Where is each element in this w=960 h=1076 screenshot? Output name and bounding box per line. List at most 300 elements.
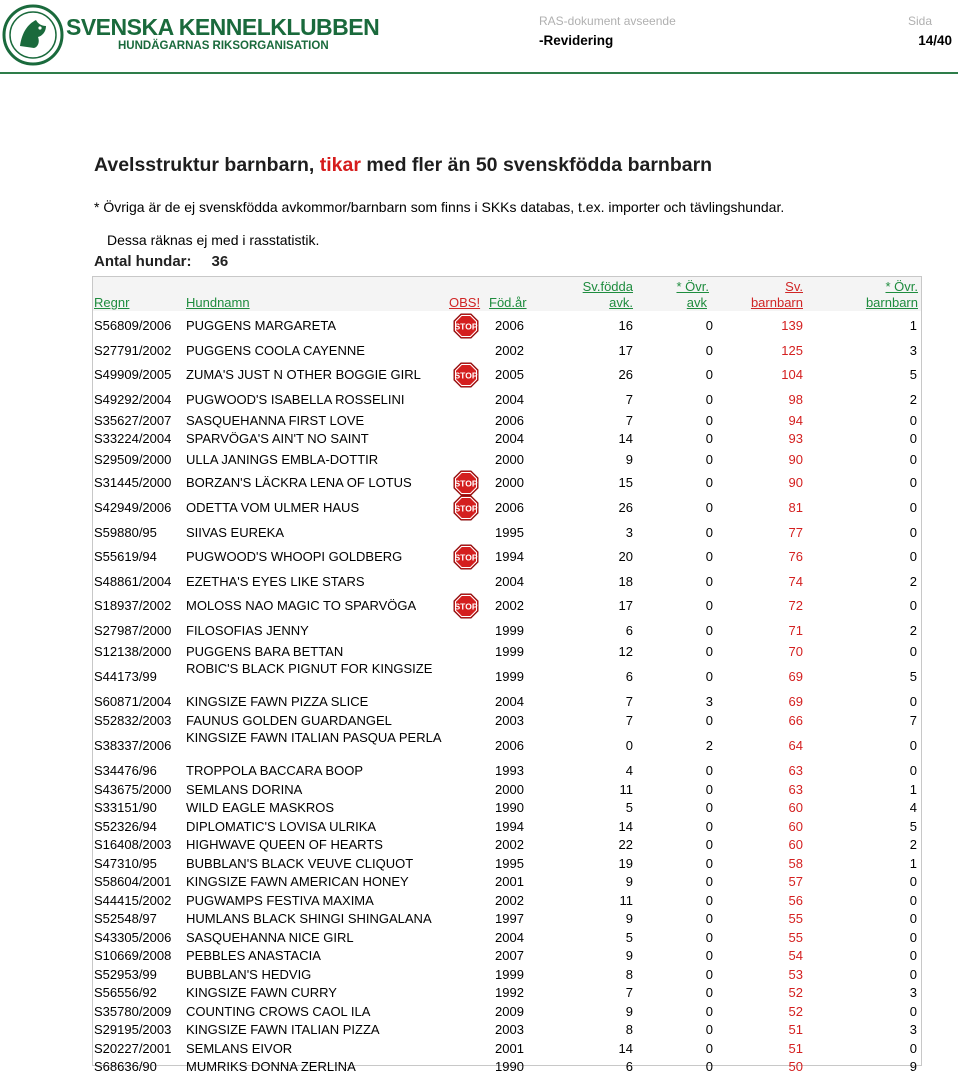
cell-regnr: S12138/2000: [94, 644, 171, 659]
cell-svfodda-avk: 17: [619, 343, 633, 358]
cell-fodar: 2006: [495, 738, 524, 753]
table-row: [93, 313, 921, 338]
cell-sv-barnbarn: 90: [789, 475, 803, 490]
cell-sv-barnbarn: 66: [789, 713, 803, 728]
cell-sv-barnbarn: 93: [789, 431, 803, 446]
cell-ovr-barnbarn: 1: [910, 856, 917, 871]
table-row: [93, 387, 921, 411]
cell-sv-barnbarn: 50: [789, 1059, 803, 1074]
cell-svfodda-avk: 18: [619, 574, 633, 589]
cell-ovr-avk: 0: [706, 318, 713, 333]
table-row: [93, 618, 921, 642]
cell-ovr-avk: 2: [706, 738, 713, 753]
table-row: [93, 661, 921, 693]
cell-ovr-barnbarn: 0: [910, 525, 917, 540]
svg-text:STOP: STOP: [455, 552, 478, 562]
cell-regnr: S33224/2004: [94, 431, 171, 446]
cell-ovr-barnbarn: 0: [910, 948, 917, 963]
title-text-start: Avelsstruktur barnbarn,: [94, 154, 320, 176]
cell-hundnamn: DIPLOMATIC'S LOVISA ULRIKA: [186, 819, 452, 834]
cell-hundnamn: BUBBLAN'S HEDVIG: [186, 967, 452, 982]
table-row: [93, 1058, 921, 1076]
cell-sv-barnbarn: 51: [789, 1022, 803, 1037]
table-row: [93, 836, 921, 855]
col-svfodda-l2[interactable]: avk.: [609, 295, 633, 310]
cell-hundnamn: SASQUEHANNA NICE GIRL: [186, 930, 452, 945]
table-row: [93, 711, 921, 730]
cell-ovr-barnbarn: 2: [910, 574, 917, 589]
cell-ovr-avk: 0: [706, 1059, 713, 1074]
cell-fodar: 1990: [495, 800, 524, 815]
cell-sv-barnbarn: 58: [789, 856, 803, 871]
cell-regnr: S55619/94: [94, 549, 157, 564]
cell-hundnamn: PUGWOOD'S WHOOPI GOLDBERG: [186, 549, 452, 564]
cell-fodar: 2006: [495, 413, 524, 428]
cell-svfodda-avk: 9: [626, 1004, 633, 1019]
document-revision: -Revidering: [539, 33, 613, 48]
cell-fodar: 1990: [495, 1059, 524, 1074]
cell-fodar: 1997: [495, 911, 524, 926]
cell-hundnamn: SEMLANS DORINA: [186, 782, 452, 797]
cell-ovr-avk: 0: [706, 475, 713, 490]
cell-ovr-barnbarn: 3: [910, 343, 917, 358]
cell-ovr-avk: 0: [706, 500, 713, 515]
cell-regnr: S43305/2006: [94, 930, 171, 945]
table-row: [93, 470, 921, 495]
table-row: [93, 569, 921, 593]
cell-sv-barnbarn: 69: [789, 694, 803, 709]
cell-sv-barnbarn: 74: [789, 574, 803, 589]
barnbarn-table: [92, 276, 922, 1066]
col-ovr-barnbarn-l1[interactable]: * Övr.: [885, 279, 918, 294]
cell-regnr: S29195/2003: [94, 1022, 171, 1037]
cell-fodar: 2004: [495, 694, 524, 709]
cell-sv-barnbarn: 139: [781, 318, 803, 333]
cell-svfodda-avk: 0: [626, 738, 633, 753]
cell-regnr: S16408/2003: [94, 837, 171, 852]
cell-hundnamn: PUGGENS BARA BETTAN: [186, 644, 452, 659]
table-row: [93, 965, 921, 984]
cell-ovr-avk: 0: [706, 431, 713, 446]
cell-ovr-avk: 0: [706, 574, 713, 589]
cell-regnr: S48861/2004: [94, 574, 171, 589]
cell-sv-barnbarn: 98: [789, 392, 803, 407]
dog-count-value: 36: [212, 253, 229, 270]
cell-ovr-avk: 0: [706, 874, 713, 889]
cell-ovr-avk: 0: [706, 893, 713, 908]
cell-fodar: 1992: [495, 985, 524, 1000]
cell-svfodda-avk: 8: [626, 1022, 633, 1037]
header-divider: [0, 72, 958, 74]
cell-ovr-barnbarn: 0: [910, 475, 917, 490]
cell-ovr-avk: 0: [706, 837, 713, 852]
table-row: [93, 984, 921, 1003]
cell-regnr: S27791/2002: [94, 343, 171, 358]
cell-sv-barnbarn: 56: [789, 893, 803, 908]
svg-text:STOP: STOP: [455, 601, 478, 611]
cell-svfodda-avk: 9: [626, 874, 633, 889]
cell-svfodda-avk: 5: [626, 800, 633, 815]
table-row: [93, 928, 921, 947]
cell-hundnamn: FAUNUS GOLDEN GUARDANGEL: [186, 713, 452, 728]
footnote-subtext: Dessa räknas ej med i rasstatistik.: [107, 232, 319, 248]
cell-ovr-avk: 0: [706, 669, 713, 684]
table-row: [93, 854, 921, 873]
cell-ovr-barnbarn: 2: [910, 392, 917, 407]
cell-ovr-avk: 0: [706, 598, 713, 613]
cell-regnr: S43675/2000: [94, 782, 171, 797]
cell-regnr: S34476/96: [94, 763, 157, 778]
cell-fodar: 2004: [495, 431, 524, 446]
cell-hundnamn: SPARVÖGA'S AIN'T NO SAINT: [186, 431, 452, 446]
stop-sign-icon: [453, 544, 479, 570]
table-header: [93, 277, 921, 311]
cell-ovr-avk: 0: [706, 782, 713, 797]
table-row: [93, 448, 921, 470]
table-row: [93, 593, 921, 618]
table-row: [93, 642, 921, 661]
cell-fodar: 2009: [495, 1004, 524, 1019]
cell-fodar: 1999: [495, 644, 524, 659]
col-svfodda-l1[interactable]: Sv.födda: [583, 279, 633, 294]
cell-regnr: S31445/2000: [94, 475, 171, 490]
cell-svfodda-avk: 7: [626, 713, 633, 728]
cell-ovr-barnbarn: 4: [910, 800, 917, 815]
cell-svfodda-avk: 16: [619, 318, 633, 333]
cell-svfodda-avk: 6: [626, 1059, 633, 1074]
cell-ovr-barnbarn: 0: [910, 930, 917, 945]
cell-svfodda-avk: 15: [619, 475, 633, 490]
cell-regnr: S33151/90: [94, 800, 157, 815]
cell-svfodda-avk: 11: [620, 782, 634, 797]
cell-hundnamn: COUNTING CROWS CAOL ILA: [186, 1004, 452, 1019]
cell-fodar: 1999: [495, 669, 524, 684]
page-title: [94, 154, 712, 177]
cell-sv-barnbarn: 51: [789, 1041, 803, 1056]
cell-hundnamn: TROPPOLA BACCARA BOOP: [186, 763, 452, 778]
table-row: [93, 910, 921, 929]
cell-ovr-barnbarn: 0: [910, 694, 917, 709]
cell-sv-barnbarn: 81: [789, 500, 803, 515]
cell-ovr-avk: 0: [706, 800, 713, 815]
cell-regnr: S35627/2007: [94, 413, 171, 428]
cell-fodar: 2001: [495, 1041, 524, 1056]
cell-ovr-barnbarn: 7: [910, 713, 917, 728]
cell-hundnamn: KINGSIZE FAWN ITALIAN PIZZA: [186, 1022, 452, 1037]
cell-sv-barnbarn: 64: [789, 738, 803, 753]
cell-regnr: S68636/90: [94, 1059, 157, 1074]
cell-ovr-avk: 0: [706, 623, 713, 638]
cell-svfodda-avk: 4: [626, 763, 633, 778]
cell-fodar: 1999: [495, 623, 524, 638]
cell-svfodda-avk: 14: [619, 819, 633, 834]
cell-ovr-avk: 0: [706, 525, 713, 540]
cell-regnr: S44173/99: [94, 669, 157, 684]
dog-count-label: Antal hundar:: [94, 253, 192, 270]
cell-regnr: S44415/2002: [94, 893, 171, 908]
cell-ovr-avk: 0: [706, 967, 713, 982]
page-number: 14/40: [918, 33, 952, 48]
cell-hundnamn: FILOSOFIAS JENNY: [186, 623, 452, 638]
cell-hundnamn: PUGGENS MARGARETA: [186, 318, 452, 333]
document-label: RAS-dokument avseende: [539, 14, 676, 28]
cell-svfodda-avk: 6: [626, 669, 633, 684]
cell-fodar: 2004: [495, 392, 524, 407]
cell-svfodda-avk: 19: [619, 856, 633, 871]
page-header: [0, 0, 960, 76]
cell-hundnamn: KINGSIZE FAWN ITALIAN PASQUA PERLA: [186, 730, 452, 745]
cell-ovr-barnbarn: 0: [910, 431, 917, 446]
cell-hundnamn: BORZAN'S LÄCKRA LENA OF LOTUS: [186, 475, 452, 490]
table-row: [93, 411, 921, 430]
cell-sv-barnbarn: 63: [789, 763, 803, 778]
cell-svfodda-avk: 7: [626, 392, 633, 407]
table-row: [93, 1002, 921, 1021]
cell-sv-barnbarn: 60: [789, 819, 803, 834]
cell-fodar: 2002: [495, 343, 524, 358]
cell-fodar: 2003: [495, 713, 524, 728]
cell-regnr: S10669/2008: [94, 948, 171, 963]
cell-svfodda-avk: 26: [619, 367, 633, 382]
table-row: [93, 780, 921, 799]
svg-text:STOP: STOP: [455, 478, 478, 488]
cell-svfodda-avk: 12: [619, 644, 633, 659]
cell-svfodda-avk: 3: [626, 525, 633, 540]
cell-hundnamn: EZETHA'S EYES LIKE STARS: [186, 574, 452, 589]
cell-ovr-avk: 0: [706, 343, 713, 358]
table-row: [93, 338, 921, 362]
cell-fodar: 2006: [495, 500, 524, 515]
cell-sv-barnbarn: 90: [789, 452, 803, 467]
cell-svfodda-avk: 14: [619, 1041, 633, 1056]
cell-sv-barnbarn: 54: [789, 948, 803, 963]
cell-fodar: 2004: [495, 574, 524, 589]
stop-sign-icon: [453, 593, 479, 619]
cell-ovr-barnbarn: 0: [910, 452, 917, 467]
cell-fodar: 2002: [495, 893, 524, 908]
cell-svfodda-avk: 8: [626, 967, 633, 982]
cell-fodar: 2005: [495, 367, 524, 382]
cell-ovr-barnbarn: 0: [910, 1041, 917, 1056]
cell-sv-barnbarn: 125: [781, 343, 803, 358]
cell-sv-barnbarn: 52: [789, 1004, 803, 1019]
table-row: [93, 495, 921, 520]
cell-hundnamn: KINGSIZE FAWN CURRY: [186, 985, 452, 1000]
cell-sv-barnbarn: 70: [789, 644, 803, 659]
cell-hundnamn: KINGSIZE FAWN PIZZA SLICE: [186, 694, 452, 709]
cell-fodar: 2007: [495, 948, 524, 963]
cell-ovr-avk: 0: [706, 911, 713, 926]
cell-fodar: 1999: [495, 967, 524, 982]
cell-ovr-barnbarn: 0: [910, 598, 917, 613]
cell-svfodda-avk: 9: [626, 452, 633, 467]
table-row: [93, 730, 921, 762]
cell-sv-barnbarn: 63: [789, 782, 803, 797]
cell-sv-barnbarn: 69: [789, 669, 803, 684]
col-sv-barnbarn-l1[interactable]: Sv.: [785, 279, 803, 294]
page-label: Sida: [908, 14, 932, 28]
cell-ovr-barnbarn: 0: [910, 500, 917, 515]
cell-hundnamn: ULLA JANINGS EMBLA-DOTTIR: [186, 452, 452, 467]
cell-svfodda-avk: 22: [619, 837, 633, 852]
cell-svfodda-avk: 5: [626, 930, 633, 945]
cell-hundnamn: HIGHWAVE QUEEN OF HEARTS: [186, 837, 452, 852]
cell-sv-barnbarn: 57: [789, 874, 803, 889]
stop-sign-icon: [453, 470, 479, 496]
cell-ovr-avk: 0: [706, 1004, 713, 1019]
cell-svfodda-avk: 9: [626, 911, 633, 926]
cell-regnr: S52953/99: [94, 967, 157, 982]
cell-hundnamn: PEBBLES ANASTACIA: [186, 948, 452, 963]
cell-hundnamn: MUMRIKS DONNA ZERLINA: [186, 1059, 452, 1074]
cell-ovr-avk: 0: [706, 1041, 713, 1056]
cell-ovr-barnbarn: 3: [910, 985, 917, 1000]
table-row: [93, 1039, 921, 1058]
cell-ovr-barnbarn: 0: [910, 644, 917, 659]
cell-fodar: 2000: [495, 782, 524, 797]
cell-hundnamn: SEMLANS EIVOR: [186, 1041, 452, 1056]
table-row: [93, 520, 921, 544]
cell-regnr: S35780/2009: [94, 1004, 171, 1019]
cell-hundnamn: MOLOSS NAO MAGIC TO SPARVÖGA: [186, 598, 452, 613]
cell-ovr-barnbarn: 2: [910, 623, 917, 638]
cell-svfodda-avk: 7: [626, 985, 633, 1000]
cell-svfodda-avk: 6: [626, 623, 633, 638]
svg-text:STOP: STOP: [455, 503, 478, 513]
cell-ovr-avk: 0: [706, 948, 713, 963]
cell-sv-barnbarn: 53: [789, 967, 803, 982]
cell-regnr: S20227/2001: [94, 1041, 171, 1056]
cell-ovr-barnbarn: 0: [910, 1004, 917, 1019]
cell-ovr-avk: 0: [706, 392, 713, 407]
cell-ovr-barnbarn: 0: [910, 549, 917, 564]
cell-regnr: S42949/2006: [94, 500, 171, 515]
cell-svfodda-avk: 17: [619, 598, 633, 613]
cell-svfodda-avk: 20: [619, 549, 633, 564]
cell-sv-barnbarn: 72: [789, 598, 803, 613]
cell-fodar: 2004: [495, 930, 524, 945]
cell-svfodda-avk: 11: [620, 893, 634, 908]
cell-sv-barnbarn: 60: [789, 800, 803, 815]
cell-sv-barnbarn: 104: [781, 367, 803, 382]
table-row: [93, 544, 921, 569]
cell-fodar: 1995: [495, 525, 524, 540]
table-row: [93, 430, 921, 449]
cell-ovr-avk: 0: [706, 763, 713, 778]
cell-hundnamn: SIIVAS EUREKA: [186, 525, 452, 540]
cell-ovr-barnbarn: 0: [910, 967, 917, 982]
cell-regnr: S52326/94: [94, 819, 157, 834]
cell-ovr-avk: 0: [706, 985, 713, 1000]
cell-regnr: S18937/2002: [94, 598, 171, 613]
cell-hundnamn: ZUMA'S JUST N OTHER BOGGIE GIRL: [186, 367, 452, 382]
table-row: [93, 799, 921, 818]
cell-regnr: S56556/92: [94, 985, 157, 1000]
table-row: [93, 817, 921, 836]
cell-fodar: 2006: [495, 318, 524, 333]
cell-hundnamn: PUGWOOD'S ISABELLA ROSSELINI: [186, 392, 452, 407]
cell-ovr-barnbarn: 0: [910, 413, 917, 428]
cell-sv-barnbarn: 77: [789, 525, 803, 540]
col-obs[interactable]: OBS!: [449, 295, 480, 310]
cell-sv-barnbarn: 94: [789, 413, 803, 428]
cell-regnr: S29509/2000: [94, 452, 171, 467]
cell-fodar: 1995: [495, 856, 524, 871]
cell-ovr-avk: 0: [706, 1022, 713, 1037]
svg-text:STOP: STOP: [455, 321, 478, 331]
cell-fodar: 1994: [495, 549, 524, 564]
cell-regnr: S58604/2001: [94, 874, 171, 889]
cell-sv-barnbarn: 55: [789, 911, 803, 926]
cell-ovr-barnbarn: 2: [910, 837, 917, 852]
cell-regnr: S52832/2003: [94, 713, 171, 728]
col-regnr[interactable]: Regnr: [94, 295, 129, 310]
cell-ovr-barnbarn: 5: [910, 669, 917, 684]
cell-fodar: 2002: [495, 598, 524, 613]
col-sv-barnbarn-l2[interactable]: barnbarn: [751, 295, 803, 310]
col-ovr-avk-l1[interactable]: * Övr.: [676, 279, 709, 294]
cell-fodar: 1994: [495, 819, 524, 834]
cell-regnr: S52548/97: [94, 911, 157, 926]
cell-sv-barnbarn: 76: [789, 549, 803, 564]
cell-fodar: 2000: [495, 475, 524, 490]
cell-sv-barnbarn: 55: [789, 930, 803, 945]
col-ovr-avk-l2[interactable]: avk: [687, 295, 707, 310]
table-row: [93, 762, 921, 781]
cell-ovr-barnbarn: 0: [910, 738, 917, 753]
col-fodar[interactable]: Föd.år: [489, 295, 527, 310]
cell-hundnamn: PUGGENS COOLA CAYENNE: [186, 343, 452, 358]
cell-fodar: 2002: [495, 837, 524, 852]
cell-regnr: S27987/2000: [94, 623, 171, 638]
cell-ovr-avk: 0: [706, 713, 713, 728]
cell-svfodda-avk: 26: [619, 500, 633, 515]
cell-hundnamn: ROBIC'S BLACK PIGNUT FOR KINGSIZE: [186, 661, 452, 676]
cell-ovr-avk: 0: [706, 819, 713, 834]
cell-ovr-barnbarn: 3: [910, 1022, 917, 1037]
cell-ovr-barnbarn: 1: [910, 782, 917, 797]
cell-regnr: S59880/95: [94, 525, 157, 540]
cell-ovr-avk: 0: [706, 930, 713, 945]
cell-hundnamn: ODETTA VOM ULMER HAUS: [186, 500, 452, 515]
org-subtitle: HUNDÄGARNAS RIKSORGANISATION: [118, 40, 329, 52]
cell-fodar: 2003: [495, 1022, 524, 1037]
cell-hundnamn: KINGSIZE FAWN AMERICAN HONEY: [186, 874, 452, 889]
title-text-end: med fler än 50 svenskfödda barnbarn: [361, 154, 712, 176]
svg-text:STOP: STOP: [455, 370, 478, 380]
table-row: [93, 947, 921, 966]
cell-svfodda-avk: 7: [626, 413, 633, 428]
cell-ovr-avk: 0: [706, 644, 713, 659]
table-row: [93, 1021, 921, 1040]
org-name: SVENSKA KENNELKLUBBEN: [66, 14, 379, 41]
cell-sv-barnbarn: 71: [789, 623, 803, 638]
cell-ovr-avk: 3: [706, 694, 713, 709]
cell-hundnamn: WILD EAGLE MASKROS: [186, 800, 452, 815]
table-row: [93, 693, 921, 712]
col-ovr-barnbarn-l2[interactable]: barnbarn: [866, 295, 918, 310]
cell-ovr-barnbarn: 9: [910, 1059, 917, 1074]
cell-ovr-barnbarn: 1: [910, 318, 917, 333]
cell-hundnamn: BUBBLAN'S BLACK VEUVE CLIQUOT: [186, 856, 452, 871]
table-row: [93, 873, 921, 892]
cell-ovr-avk: 0: [706, 856, 713, 871]
cell-regnr: S49909/2005: [94, 367, 171, 382]
cell-regnr: S38337/2006: [94, 738, 171, 753]
footnote-text: * Övriga är de ej svenskfödda avkommor/barnbarn som finns i SKKs databas, t.ex. importer och tävlingshundar.: [94, 198, 794, 216]
cell-sv-barnbarn: 60: [789, 837, 803, 852]
col-hundnamn[interactable]: Hundnamn: [186, 295, 250, 310]
